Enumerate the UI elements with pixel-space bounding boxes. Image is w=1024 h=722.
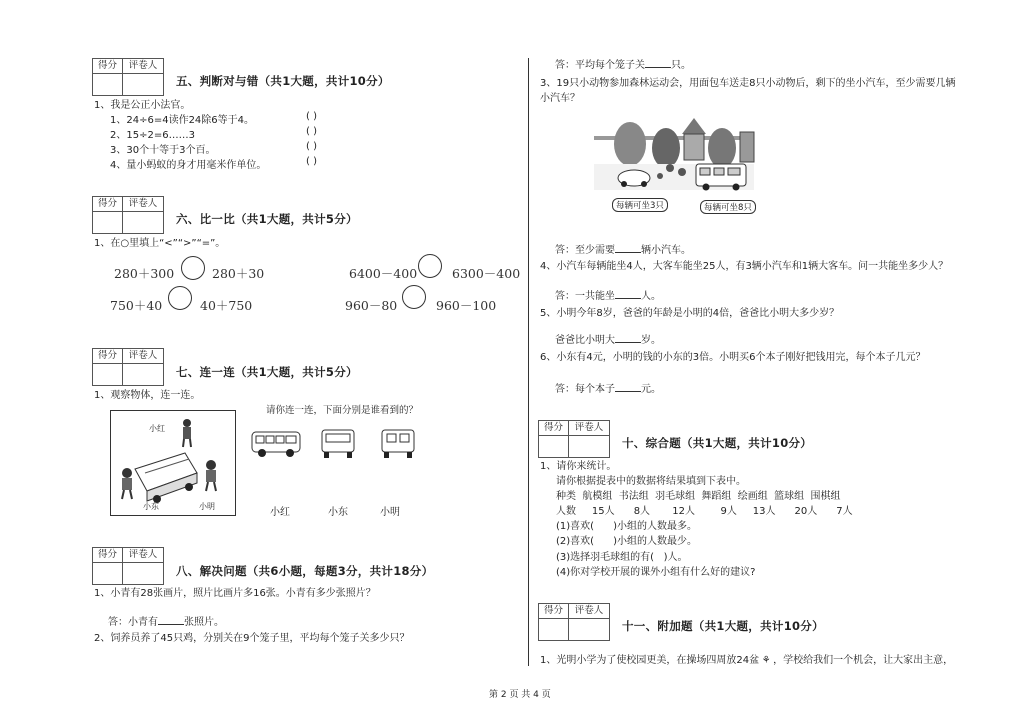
grader-label: 评卷人 [128,198,158,209]
compare-circle[interactable] [402,285,426,309]
sec5-answer-paren[interactable]: ( ) [306,126,317,137]
picture-label: 小红 [149,424,165,433]
score-label: 得分 [93,59,123,73]
sec5-item: 2、15÷2=6……3 [110,130,195,141]
score-label: 得分 [539,421,569,435]
view-label: 小明 [380,507,400,518]
compare-expression: 960－100 [436,298,497,313]
section-11-title: 十一、附加题（共1大题，共计10分） [622,619,824,633]
answer-blank[interactable] [615,383,641,392]
sec10-sub-question: (3)选择羽毛球组的有( )人。 [556,552,688,563]
sec8-question-3b: 小汽车？ [540,93,580,104]
sec8-answer-3: 答：至少需要 辆小汽车。 [555,245,691,256]
sec11-question: 1、光明小学为了使校园更美，在操场四周放24盆 ⚘ ，学校给我们一个机会，让大家出主意， [540,655,954,666]
score-box-blank [92,212,164,234]
picture-label: 小明 [199,502,215,511]
bus-back-view [378,426,418,460]
compare-expression: 40＋750 [200,298,253,313]
view-label: 小红 [270,507,290,518]
score-box-blank [92,563,164,585]
sec5-item: 3、30个十等于3个百。 [110,145,216,156]
sec10-sub-question: (4)你对学校开展的课外小组有什么好的建议? [556,567,756,578]
sec5-answer-paren[interactable]: ( ) [306,156,317,167]
stats-row-counts: 人数 15人 8人 12人 9人 13人 20人 7人 [556,506,853,517]
section-5-title: 五、判断对与错（共1大题，共计10分） [176,74,390,88]
score-label: 得分 [539,604,569,618]
grader-label: 评卷人 [574,422,604,433]
capacity-label: 每辆可坐3只 [612,198,668,212]
score-label: 得分 [93,349,123,363]
score-box [92,348,164,364]
compare-expression: 6300－400 [452,266,521,281]
score-box [92,196,164,212]
compare-expression: 750＋40 [110,298,163,313]
section-6-title: 六、比一比（共1大题，共计5分） [176,212,358,226]
view-label: 小东 [328,507,348,518]
bus-front-view [318,426,358,460]
sec5-answer-paren[interactable]: ( ) [306,141,317,152]
forest-meeting-picture [590,114,762,216]
score-box [538,420,610,436]
sec10-question: 1、请你来统计。 [540,461,617,472]
compare-expression: 6400－400 [349,266,418,281]
score-box-blank [538,619,610,641]
sec8-answer-6: 答：每个本子 元。 [555,384,661,395]
score-box [538,603,610,619]
score-label: 得分 [93,548,123,562]
score-box [92,547,164,563]
compare-expression: 960－80 [345,298,398,313]
sec8-answer-1: 答：小青有 张照片。 [108,617,224,628]
score-box-blank [92,74,164,96]
sec8-question-1: 1、小青有28张画片，照片比画片多16张。小青有多少张照片？ [94,588,376,599]
sec8-answer-2: 答：平均每个笼子关 只。 [555,60,691,71]
sec10-intro: 请你根据提表中的数据将结果填到下表中。 [556,476,746,487]
answer-blank[interactable] [615,290,641,299]
sec5-answer-paren[interactable]: ( ) [306,111,317,122]
sec7-question: 1、观察物体，连一连。 [94,390,201,401]
flower-pot-icon: ⚘ [761,655,771,666]
sec5-item: 1、24÷6=4读作24除6等于4。 [110,115,255,126]
sec8-question-6: 6、小东有4元，小明的钱的小东的3倍。小明买6个本子刚好把钱用完，每个本子几元？ [540,352,926,363]
bus-side-view [250,428,304,460]
grader-label: 评卷人 [574,605,604,616]
grader-label: 评卷人 [128,350,158,361]
answer-blank[interactable] [158,616,184,625]
grader-label: 评卷人 [128,549,158,560]
section-8-title: 八、解决问题（共6小题，每题3分，共计18分） [176,564,434,578]
sec8-question-3a: 3、19只小动物参加森林运动会，用面包车送走8只小动物后，剩下的坐小汽车，至少需要几辆 [540,78,956,89]
compare-expression: 280＋300 [114,266,175,281]
section-7-title: 七、连一连（共1大题，共计5分） [176,365,358,379]
sec8-question-4: 4、小汽车每辆能坐4人，大客车能坐25人，有3辆小汽车和1辆大客车。问一共能坐多少人？ [540,261,949,272]
sec8-question-2: 2、饲养员养了45只鸡，分别关在9个笼子里，平均每个笼子关多少只？ [94,633,410,644]
compare-circle[interactable] [181,256,205,280]
section-10-title: 十、综合题（共1大题，共计10分） [622,436,813,450]
score-box [92,58,164,74]
score-label: 得分 [93,197,123,211]
compare-circle[interactable] [168,286,192,310]
stats-row-categories: 种类 航模组 书法组 羽毛球组 舞蹈组 绘画组 篮球组 围棋组 [556,491,841,502]
column-divider [528,58,529,666]
answer-blank[interactable] [615,244,641,253]
answer-blank[interactable] [645,59,671,68]
sec8-answer-4: 答：一共能坐 人。 [555,291,661,302]
sec7-prompt: 请你连一连，下面分别是谁看到的？ [266,405,419,416]
sec8-question-5: 5、小明今年8岁，爸爸的年龄是小明的4倍，爸爸比小明大多少岁？ [540,308,840,319]
answer-blank[interactable] [615,334,641,343]
sec10-sub-question: (2)喜欢( )小组的人数最少。 [556,536,698,547]
bus-and-children-illustration [111,411,237,517]
capacity-label: 每辆可坐8只 [700,200,756,214]
sec6-question: 1、在○里填上“<”“>”“=”。 [94,238,226,249]
compare-circle[interactable] [418,254,442,278]
sec8-answer-5: 爸爸比小明大 岁。 [555,335,661,346]
score-box-blank [92,364,164,386]
compare-expression: 280＋30 [212,266,265,281]
picture-label: 小东 [143,502,159,511]
sec5-question: 1、我是公正小法官。 [94,100,191,111]
sec5-item: 4、量小蚂蚁的身才用毫米作单位。 [110,160,267,171]
page-footer: 第 2 页 共 4 页 [489,690,551,700]
score-box-blank [538,436,610,458]
sec10-sub-question: (1)喜欢( )小组的人数最多。 [556,521,698,532]
grader-label: 评卷人 [128,60,158,71]
observation-picture [110,410,236,516]
